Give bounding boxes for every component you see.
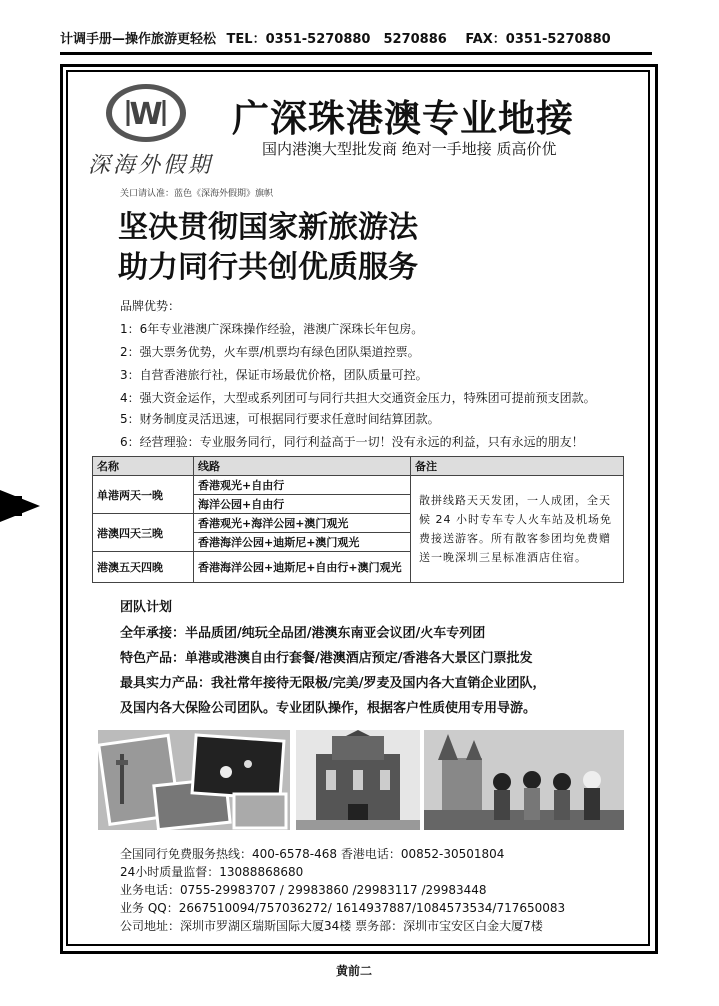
ruins-st-paul-photo [296,730,420,830]
advantage-item: 1：6年专业港澳广深珠操作经验，港澳广深珠长年包房。 [120,322,424,336]
contact-line: 业务 QQ：2667510094/757036272/ 1614937887/1084573534/717650083 [120,901,566,915]
route-line: 香港海洋公园+迪斯尼+澳门观光 [194,533,411,552]
company-logo [104,82,188,144]
route-name: 单港两天一晚 [93,476,194,514]
table-header-row [93,457,624,476]
team-plan-line: 及国内各大保险公司团队。专业团队操作，根据客户性质使用专用导游。 [120,701,537,716]
route-name: 港澳四天三晚 [93,514,194,552]
svg-text:W: W [129,97,163,132]
route-table [92,456,624,583]
advantage-item: 6：经营理验：专业服务同行，同行利益高于一切！没有永远的利益，只有永远的朋友！ [120,435,584,449]
header-fax: FAX：0351-5270880 [465,32,611,47]
header-route: 线路 [194,457,411,476]
advantages-title: 品牌优势： [120,299,181,313]
arrow-icon [0,490,40,522]
disneyland-castle-photo [424,730,624,830]
route-line: 香港海洋公园+迪斯尼+自由行+澳门观光 [194,552,411,583]
top-header-bar [60,28,652,55]
advantage-item: 4：强大资金运作，大型或系列团可与同行共担大交通资金压力，特殊团可提前预支团款。 [120,391,596,405]
advantage-item: 5：财务制度灵活迅速，可根据同行要求任意时间结算团款。 [120,412,440,426]
route-line: 香港观光+自由行 [194,476,411,495]
advantage-item: 3：自营香港旅行社，保证市场最优价格，团队质量可控。 [120,368,428,382]
table-row [93,476,624,495]
header-tel: TEL：0351-5270880 5270886 [226,32,447,47]
flag-note: 关口请认准：蓝色《深海外假期》旗帜 [120,189,274,199]
team-plan-line: 特色产品：单港或港澳自由行套餐/港澳酒店预定/香港各大景区门票批发 [120,651,533,666]
route-note: 散拼线路天天发团，一人成团，全天候 24 小时专车专人火车站及机场免费接送游客。所有散客参团均免费赠送一晚深圳三星标准酒店住宿。 [411,476,624,583]
team-plan-line: 全年承接：半品质团/纯玩全品团/港澳东南亚会议团/火车专列团 [120,626,486,641]
route-name: 港澳五天四晚 [93,552,194,583]
brand-subtitle: 国内港澳大型批发商 绝对一手地接 质高价优 [262,140,557,158]
team-plan-line: 最具实力产品：我社常年接待无限极/完美/罗麦及国内各大直销企业团队， [120,676,546,691]
slogan-line-1: 坚决贯彻国家新旅游法 [118,210,418,245]
slogan-line-2: 助力同行共创优质服务 [118,250,418,285]
contact-line: 业务电话：0755-29983707 / 29983860 /29983117 /29983448 [120,883,487,897]
macau-collage-photo [98,730,290,830]
brand-title: 广深珠港澳专业地接 [232,97,574,140]
header-slogan: 计调手册—操作旅游更轻松 [60,32,217,47]
page-label: 黄前二 [336,964,373,978]
route-line: 香港观光+海洋公园+澳门观光 [194,514,411,533]
contact-line: 公司地址：深圳市罗湖区瑞斯国际大厦34楼 票务部：深圳市宝安区白金大厦7楼 [120,919,543,933]
contact-line: 全国同行免费服务热线：400-6578-468 香港电话：00852-30501804 [120,847,505,861]
route-line: 海洋公园+自由行 [194,495,411,514]
header-note: 备注 [411,457,624,476]
logo-text: 深海外假期 [88,153,214,178]
contact-line: 24小时质量监督：13088868680 [120,865,304,879]
header-name: 名称 [93,457,194,476]
advantage-item: 2：强大票务优势，火车票/机票均有绿色团队渠道控票。 [120,345,420,359]
team-plan-title: 团队计划 [120,600,173,615]
